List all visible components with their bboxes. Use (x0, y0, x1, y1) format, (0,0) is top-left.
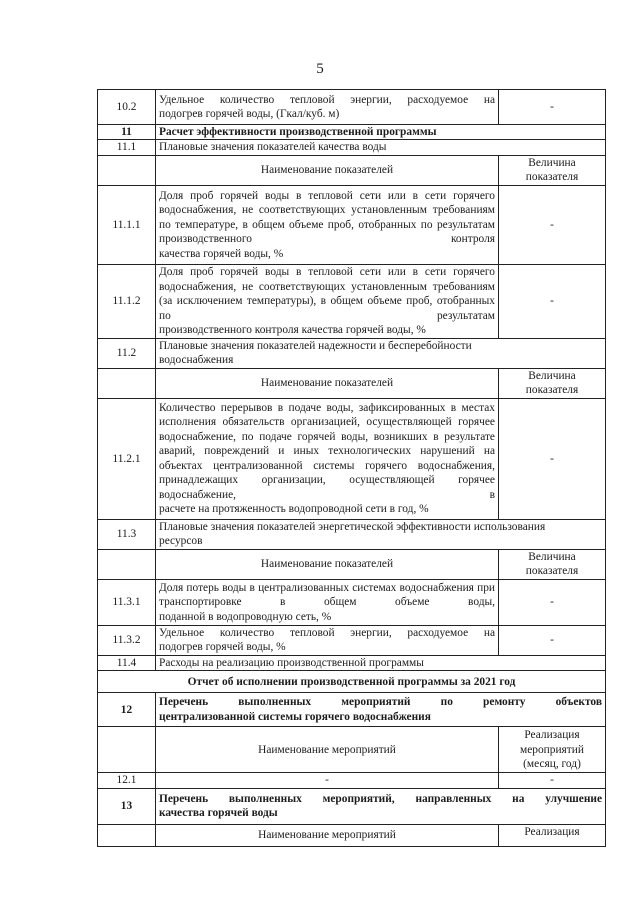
table-row (98, 788, 606, 824)
row-number: 11.2 (98, 338, 156, 368)
table-row (98, 185, 606, 264)
row-number: 11.1.1 (98, 185, 156, 264)
row-value: - (499, 579, 606, 625)
row-description: Плановые значения показателей надежности и бесперебойности водоснабжения (156, 338, 606, 368)
section-title: Перечень выполненных мероприятий, направленных на улучшение качества горячей воды (156, 788, 606, 824)
row-number: 11.1 (98, 140, 156, 155)
empty-cell (98, 824, 156, 846)
row-number: 12.1 (98, 773, 156, 788)
row-description: Плановые значения показателей энергетической эффективности использования ресурсов (156, 519, 606, 549)
section-number: 11 (98, 125, 156, 140)
table-row (98, 773, 606, 788)
column-header-name: Наименование показателей (156, 549, 499, 579)
row-number: 10.2 (98, 90, 156, 125)
row-number: 11.3.1 (98, 579, 156, 625)
table-row (98, 264, 606, 338)
section-number: 13 (98, 788, 156, 824)
table-header-row (98, 368, 606, 398)
row-value: - (499, 90, 606, 125)
row-description: Удельное количество тепловой энергии, расходуемое на подогрев горячей воды, % (156, 625, 499, 655)
column-header-value: Величина показателя (499, 368, 606, 398)
column-header-value: Величина показателя (499, 549, 606, 579)
column-header-name: Наименование мероприятий (156, 727, 499, 773)
table-header-row (98, 155, 606, 185)
table-row (98, 338, 606, 368)
table-header-row (98, 549, 606, 579)
row-description: - (156, 773, 499, 788)
page-number: 5 (316, 61, 324, 77)
column-header-value: Реализация мероприятий (месяц, год) (499, 727, 606, 773)
empty-cell (98, 549, 156, 579)
table-row (98, 625, 606, 655)
column-header-value: Реализация (499, 824, 606, 846)
row-description: Доля потерь воды в централизованных системах водоснабжения при транспортировке в общем объеме воды, поданной в водопроводную сеть, % (156, 579, 499, 625)
table-row (98, 140, 606, 155)
table-row (98, 693, 606, 727)
row-number: 11.4 (98, 655, 156, 670)
empty-cell (98, 727, 156, 773)
row-value: - (499, 773, 606, 788)
report-heading: Отчет об исполнении производственной программы за 2021 год (98, 671, 606, 693)
section-title: Перечень выполненных мероприятий по ремонту объектов централизованной системы горячего водоснабжения (156, 693, 606, 727)
table-row (98, 398, 606, 519)
row-value: - (499, 264, 606, 338)
table-row (98, 655, 606, 670)
row-description: Доля проб горячей воды в тепловой сети или в сети горячего водоснабжения, не соответствующих установленным требованиям по температуре, в общем объеме проб, отобранных по результатам производственного контроля качества горячей воды, % (156, 185, 499, 264)
row-description: Количество перерывов в подаче воды, зафиксированных в местах исполнения обязательств организацией, осуществляющей горячее водоснабжение, по подаче горячей воды, возникших в результате аварий, повреждений и иных технологических нарушений на объектах централизованной системы горячего водоснабжения, принадлежащих организации, осуществляющей горячее водоснабжение, в расчете на протяженность водопроводной сети в год, % (156, 398, 499, 519)
table-header-row (98, 727, 606, 773)
row-value: - (499, 185, 606, 264)
program-table (97, 89, 606, 847)
table-row (98, 579, 606, 625)
row-description: Доля проб горячей воды в тепловой сети или в сети горячего водоснабжения, не соответствующих установленным требованиям (за исключением температуры), в общем объеме проб, отобранных по результатам производственного контроля качества горячей воды, % (156, 264, 499, 338)
row-value: - (499, 625, 606, 655)
column-header-value: Величина показателя (499, 155, 606, 185)
row-number: 11.3 (98, 519, 156, 549)
section-number: 12 (98, 693, 156, 727)
row-number: 11.2.1 (98, 398, 156, 519)
row-description: Расходы на реализацию производственной программы (156, 655, 606, 670)
column-header-name: Наименование показателей (156, 155, 499, 185)
row-number: 11.1.2 (98, 264, 156, 338)
row-value: - (499, 398, 606, 519)
empty-cell (98, 155, 156, 185)
row-description: Плановые значения показателей качества воды (156, 140, 606, 155)
table-row (98, 519, 606, 549)
section-title: Расчет эффективности производственной программы (156, 125, 606, 140)
column-header-name: Наименование мероприятий (156, 824, 499, 846)
column-header-name: Наименование показателей (156, 368, 499, 398)
table-header-row (98, 824, 606, 846)
empty-cell (98, 368, 156, 398)
table-row (98, 125, 606, 140)
row-description: Удельное количество тепловой энергии, расходуемое на подогрев горячей воды, (Гкал/куб. м) (156, 90, 499, 125)
table-row (98, 90, 606, 125)
row-number: 11.3.2 (98, 625, 156, 655)
table-row (98, 671, 606, 693)
